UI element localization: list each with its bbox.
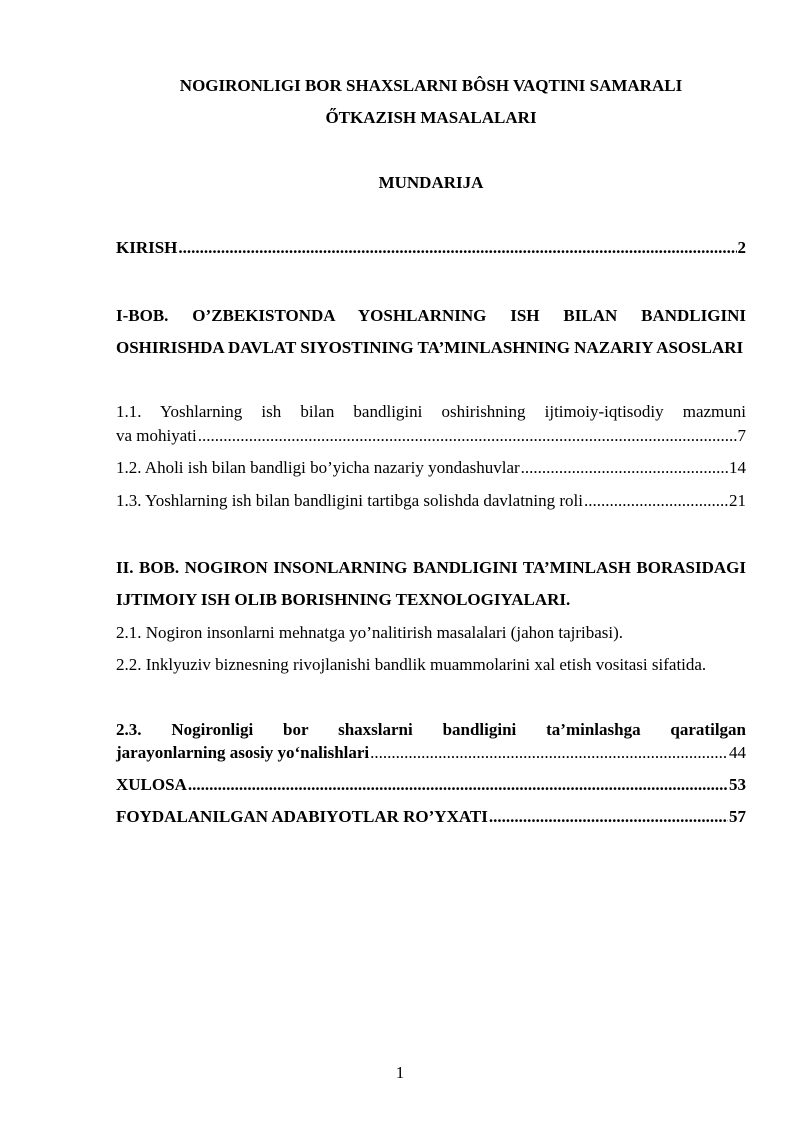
toc-entry-label: 1.2. Aholi ish bilan bandligi bo’yicha nazariy yondashuvlar [116, 458, 520, 477]
toc-leader-dots [521, 457, 728, 479]
toc-leader-dots [370, 742, 728, 764]
toc-leader-dots [489, 806, 728, 828]
toc-entry-adabiyotlar[interactable] [116, 806, 746, 828]
page-number: 1 [395, 1063, 405, 1082]
document-title-line-1: NOGIRONLIGI BOR SHAXSLARNI BÔSH VAQTINI SAMARALI [179, 76, 683, 95]
chapter-1-heading[interactable]: I-BOB. O’ZBEKISTONDA YOSHLARNING ISH BILAN BANDLIGINI OSHIRISHDA DAVLAT SIYOSTINING TA’MINLASHNING NAZARIY ASOSLARI [116, 306, 746, 357]
document-title-line-2: ŐTKAZISH MASALALARI [325, 108, 537, 127]
toc-entry-label: FOYDALANILGAN ADABIYOTLAR RO’YXATI [116, 807, 488, 826]
toc-entry-1-2[interactable] [116, 457, 746, 479]
toc-page-number: 14 [729, 458, 746, 477]
toc-leader-dots [188, 774, 728, 796]
toc-entry-label: jarayonlarning asosiy yo‘nalishlari [116, 743, 370, 762]
toc-entry-label: 1.3. Yoshlarning ish bilan bandligini tartibga solishda davlatning roli [116, 491, 583, 510]
toc-leader-dots [198, 425, 737, 447]
chapter-2-heading[interactable]: II. BOB. NOGIRON INSONLARNING BANDLIGINI TA’MINLASH BORASIDAGI IJTIMOIY ISH OLIB BORISHNING TEXNOLOGIYALARI. [116, 558, 746, 609]
toc-leader-dots [584, 490, 728, 512]
toc-leader-dots [178, 237, 736, 259]
toc-entry-2-2[interactable]: 2.2. Inklyuziv biznesning rivojlanishi bandlik muammolarini xal etish vositasi sifatida. [116, 655, 707, 674]
toc-entry-1-3[interactable] [116, 490, 746, 512]
toc-entry-1-1-line-2[interactable] [116, 425, 746, 447]
toc-entry-kirish[interactable] [116, 237, 746, 259]
toc-entry-label: va mohiyati [116, 426, 197, 445]
toc-page-number: 44 [729, 743, 746, 762]
toc-page-number: 2 [737, 238, 746, 257]
toc-page-number: 53 [729, 775, 746, 794]
toc-entry-2-3-line-2[interactable] [116, 742, 746, 764]
toc-page-number: 21 [729, 491, 746, 510]
toc-page-number: 57 [729, 807, 746, 826]
toc-entry-xulosa[interactable] [116, 774, 746, 796]
toc-entry-label: KIRISH [116, 238, 178, 257]
toc-page-number: 7 [737, 426, 746, 445]
toc-entry-2-3-line-1[interactable]: 2.3. Nogironligi bor shaxslarni bandligini ta’minlashga qaratilgan [116, 720, 746, 739]
toc-heading: MUNDARIJA [378, 173, 484, 192]
toc-entry-2-1[interactable]: 2.1. Nogiron insonlarni mehnatga yo’nalitirish masalalari (jahon tajribasi). [116, 623, 624, 642]
toc-entry-label: XULOSA [116, 775, 187, 794]
toc-entry-1-1-line-1[interactable]: 1.1. Yoshlarning ish bilan bandligini oshirishning ijtimoiy-iqtisodiy mazmuni [116, 402, 746, 421]
